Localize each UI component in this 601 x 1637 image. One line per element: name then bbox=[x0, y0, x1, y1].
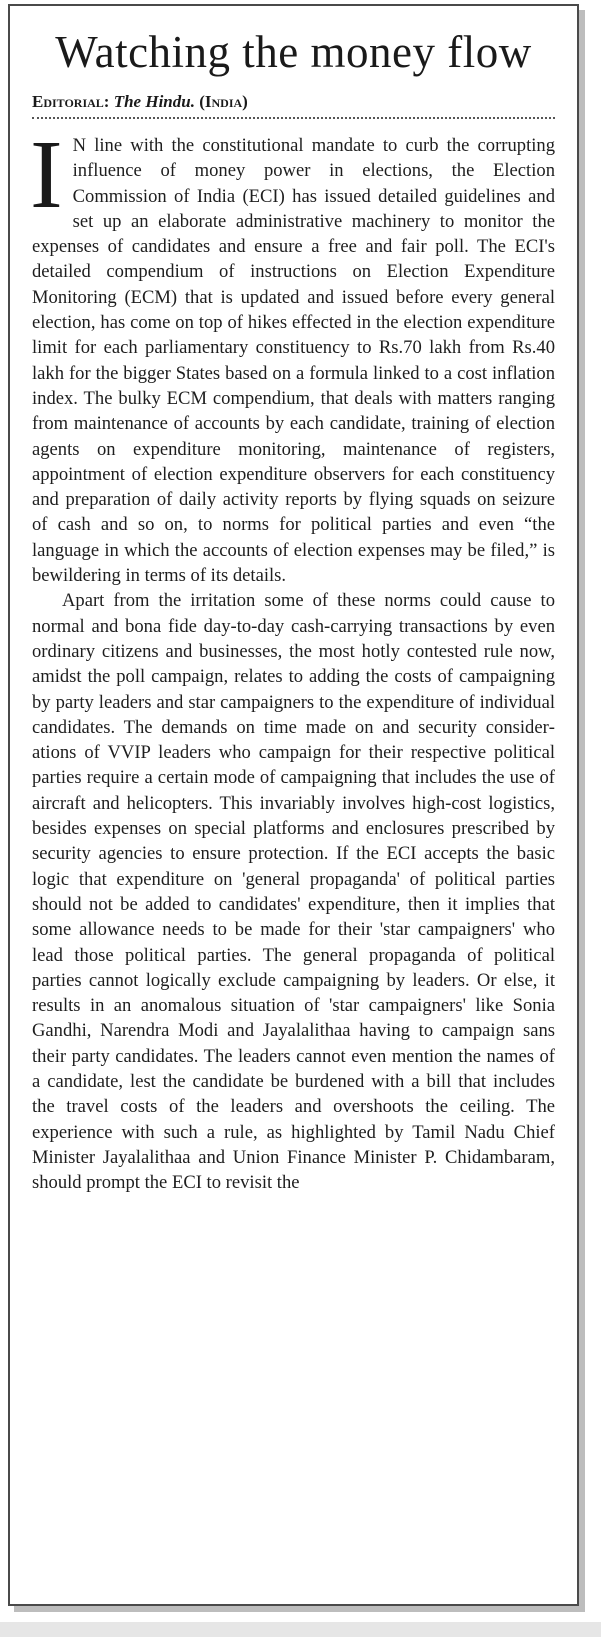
article-paragraph-1 bbox=[30, 121, 555, 588]
drop-cap: I bbox=[30, 121, 63, 229]
byline-publication: The Hindu. bbox=[113, 92, 195, 111]
dotted-separator bbox=[32, 117, 555, 119]
byline-label: Editorial: bbox=[32, 92, 110, 111]
article-headline: Watching the money flow bbox=[55, 27, 532, 77]
editorial-article bbox=[8, 4, 579, 1606]
article-body bbox=[30, 121, 555, 1195]
page-footer-strip bbox=[0, 1622, 601, 1637]
byline-country: (India) bbox=[199, 92, 248, 111]
article-paragraph-2: Apart from the irritation some of these norms could cause to normal and bona fide day-to-day cash-carrying transactions by even ordinary citizens and businesses, the most hotly contested rule now, amidst the poll campaign, relates to adding the costs of campaigning by party leaders and star campaigners to the expenditure of individual candidates. The demands on time made on and security considerations of VVIP leaders who campaign for their respective political parties require a certain mode of campaigning that includes the use of aircraft and helicopters. This invariably involves high-cost logistics, besides expenses on special platforms and enclosures prescribed by security agencies to ensure protection. If the ECI accepts the basic logic that expenditure on 'general propaganda' of political parties should not be added to candidates' expenditure, then it implies that some allowance needs to be made for their 'star campaigners' who lead those political parties. The general propaganda of political parties cannot logically exclude campaigning by leaders. Or else, it results in an anomalous situation of 'star campaigners' like Sonia Gandhi, Narendra Modi and Jayalalithaa having to campaign sans their party candidates. The leaders cannot even mention the names of a candidate, lest the candidate be burdened with a bill that includes the travel costs of the leaders and overshoots the ceiling. The experience with such a rule, as highlighted by Tamil Nadu Chief Minister Jayalalithaa and Union Finance Minister P. Chidambaram, should prompt the ECI to revisit the bbox=[32, 590, 555, 1194]
frame-shadow-right bbox=[579, 10, 585, 1608]
paragraph-1-text: N line with the constitutional mandate to curb the corrupting influence of money power in elections, the Election Commission of India (ECI) has issued detailed guidelines and set up an elaborate administrative machinery to monitor the expenses of candidates and ensure a free and fair poll. The ECI's detailed compendium of instructions on Election Expenditure Monitoring (ECM) that is updated and issued before every general election, has come on top of hikes effected in the election expenditure limit for each parliamentary constituency to Rs.70 lakh from Rs.40 lakh for the bigger States based on a formula linked to a cost inflation index. The bulky ECM compendium, that deals with matters ranging from maintenance of accounts by each candidate, training of election agents on expenditure monitoring, maintenance of registers, appointment of election expenditure observers for each constituency and preparation of daily activity reports by flying squads on seizure of cash and so on, to norms for political parties and even “the language in which the accounts of election expenses may be filed,” is bewildering in terms of its details. bbox=[32, 135, 555, 587]
frame-shadow-bottom bbox=[14, 1606, 585, 1612]
article-byline bbox=[32, 92, 577, 112]
